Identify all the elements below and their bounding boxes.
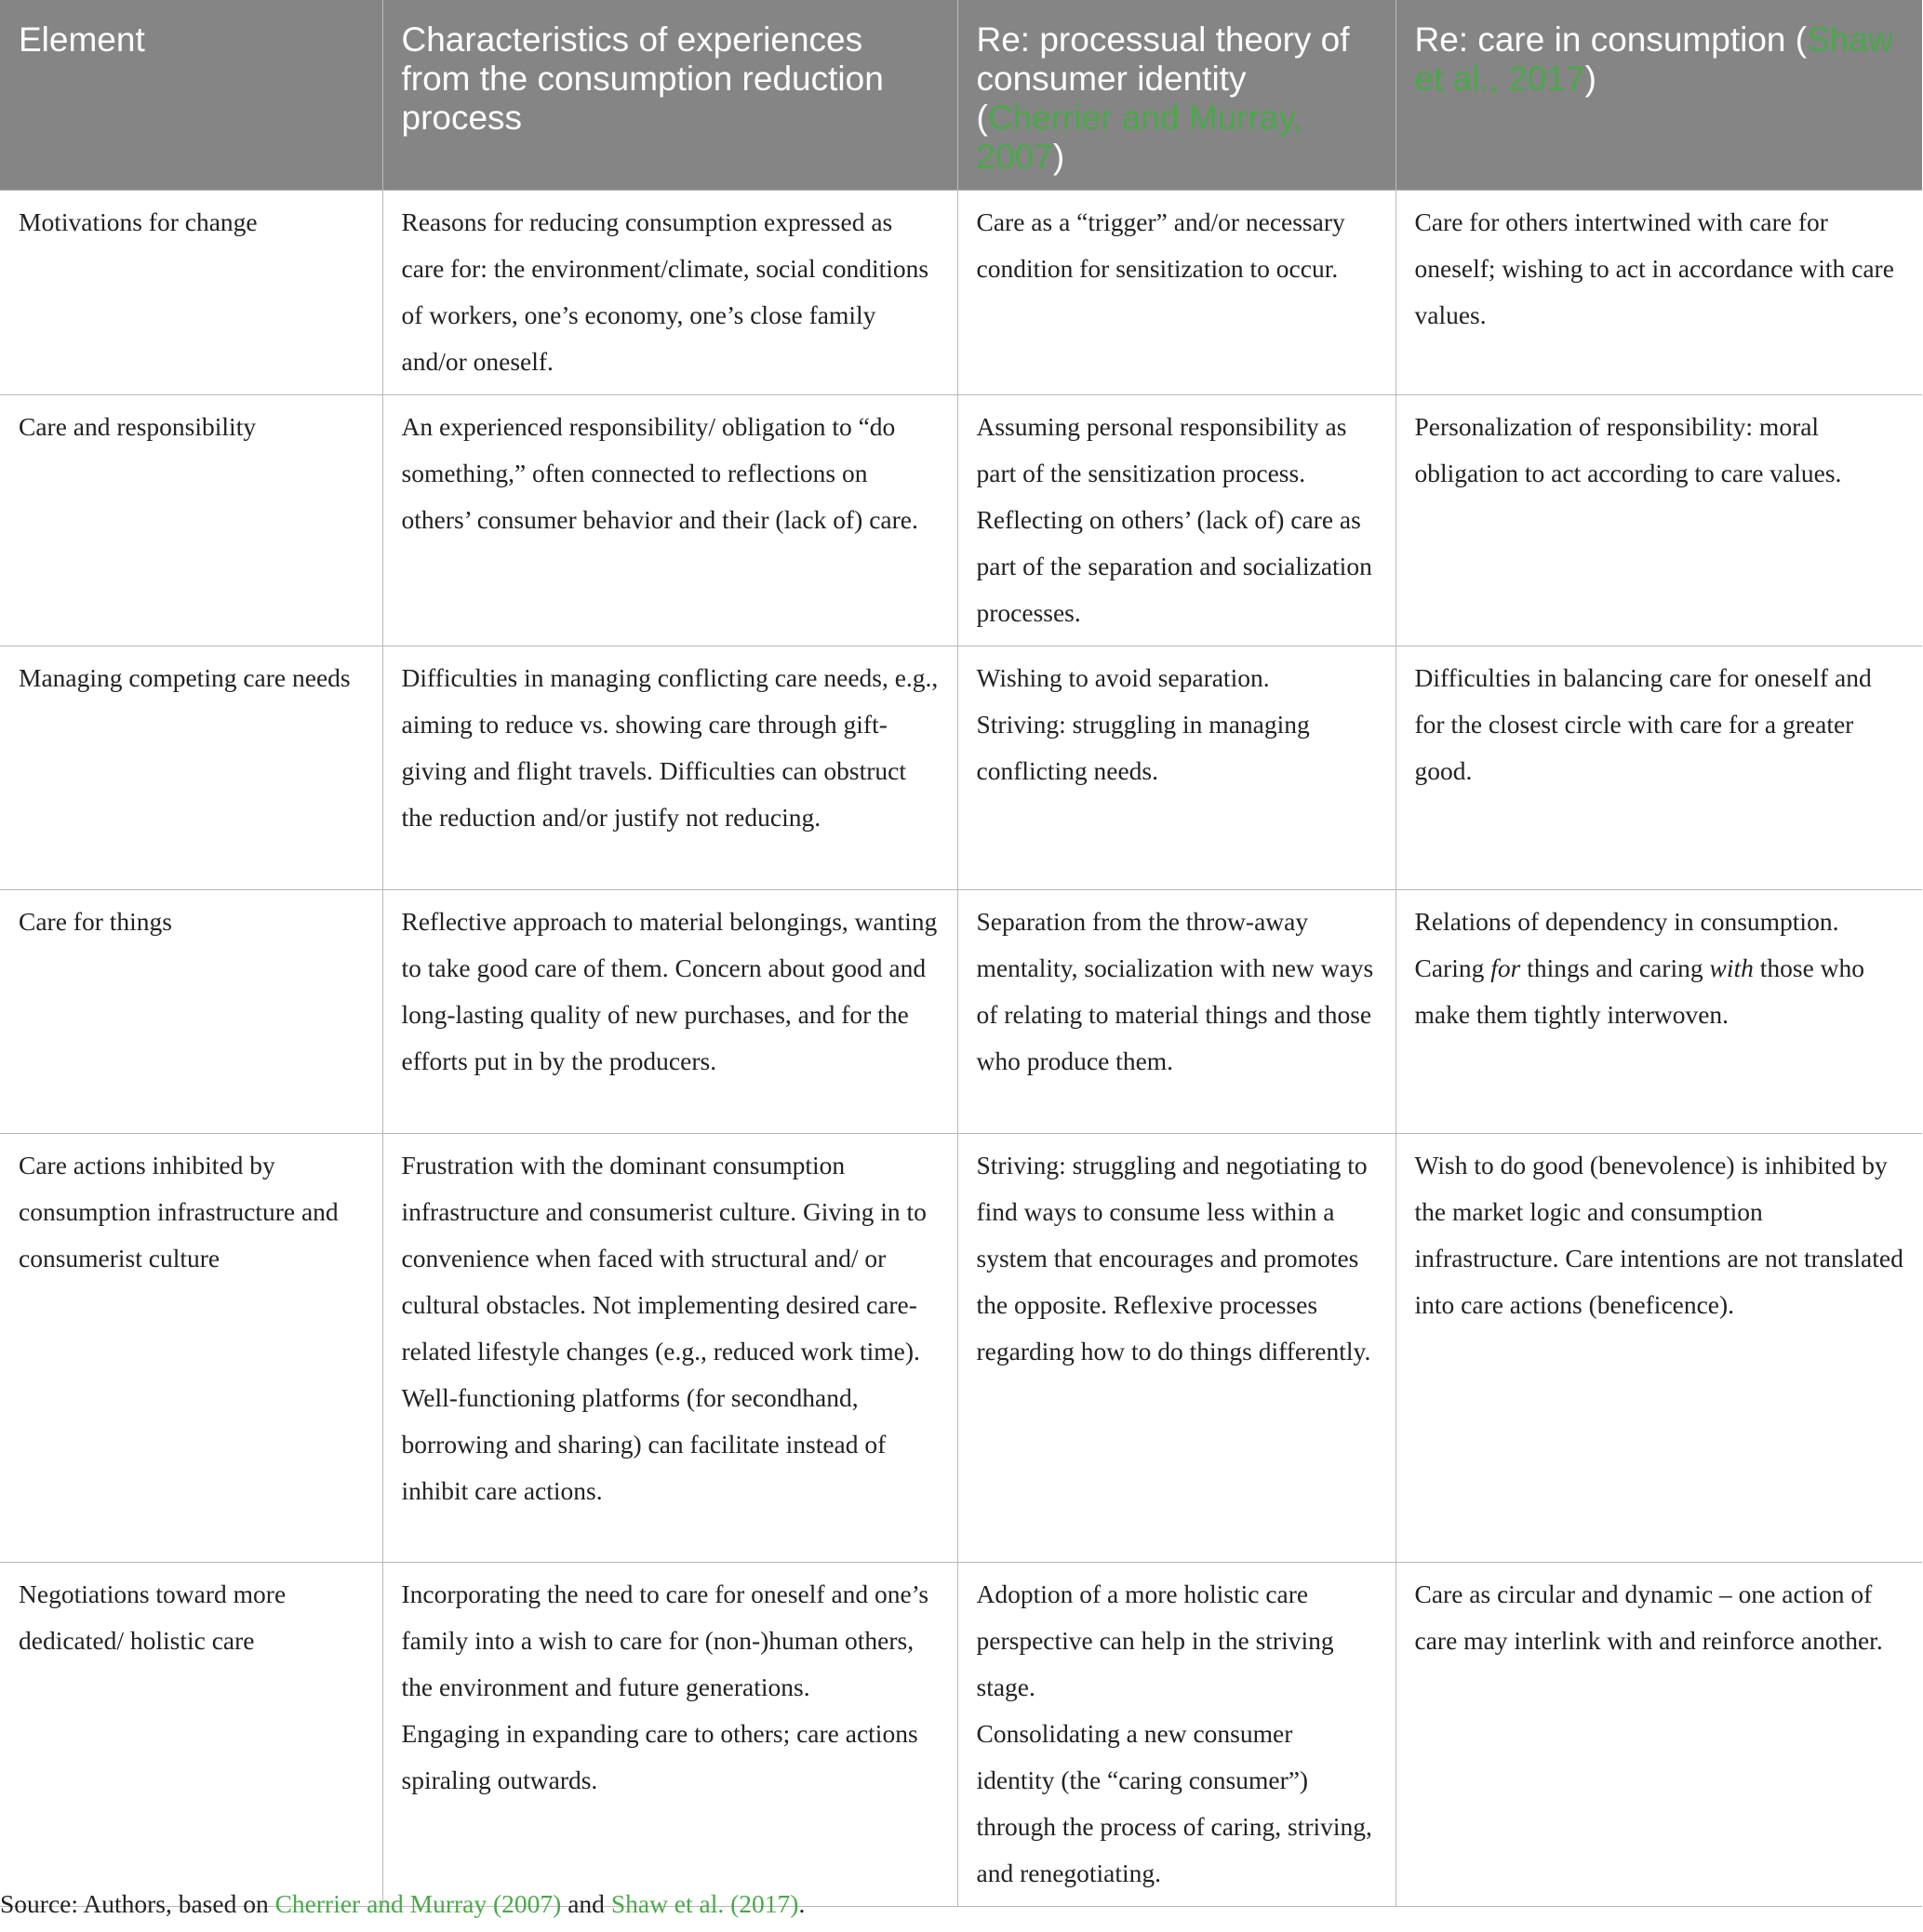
header-element-text: Element	[19, 20, 145, 59]
cell-processual	[957, 646, 1396, 890]
table-row	[0, 646, 1922, 890]
cell-paragraph: Relations of dependency in consumption.	[1414, 907, 1839, 936]
cell-paragraph: Wishing to avoid separation.	[976, 663, 1270, 692]
italic-text-run: with	[1709, 953, 1754, 982]
cell-processual	[957, 395, 1396, 646]
cell-paragraph: Assuming personal responsibility as part of the sensitization process.	[976, 412, 1347, 487]
cell-care	[1396, 890, 1922, 1134]
cell-paragraph: Striving: struggling in managing conflicting needs.	[976, 710, 1310, 785]
cell-paragraph: Engaging in expanding care to others; care actions spiraling outwards.	[401, 1719, 918, 1794]
source-suffix: .	[798, 1889, 806, 1918]
cell-processual: Care as a “trigger” and/or necessary condition for sensitization to occur.	[957, 191, 1396, 395]
cell-processual: Separation from the throw-away mentality, socialization with new ways of relating to material things and those who produce them.	[957, 890, 1396, 1134]
table-source-note	[0, 1881, 1922, 1927]
header-processual-text: Re: processual theory of consumer identity (	[976, 20, 1350, 137]
citation-link-cherrier-murray[interactable]: Cherrier and Murray, 2007	[976, 99, 1303, 176]
header-care-close: )	[1584, 60, 1596, 98]
cell-element: Care for things	[0, 890, 382, 1134]
table-row	[0, 1134, 1922, 1563]
cell-care: Wish to do good (benevolence) is inhibited by the market logic and consumption infrastructure. Care intentions are not translated into care actions (beneficence).	[1396, 1134, 1922, 1563]
text-run: things and caring	[1520, 953, 1710, 982]
header-care	[1396, 0, 1922, 191]
cell-element: Negotiations toward more dedicated/ holistic care	[0, 1563, 382, 1907]
cell-paragraph: Well-functioning platforms (for secondhand, borrowing and sharing) can facilitate instead of inhibit care actions.	[401, 1383, 887, 1505]
citation-link-shaw[interactable]: Shaw et al., 2017	[1414, 20, 1893, 98]
source-prefix: Source: Authors, based on	[0, 1889, 275, 1918]
cell-characteristics: Reflective approach to material belongings, wanting to take good care of them. Concern about good and long-lasting quality of new purchases, and for the efforts put in by the producers.	[382, 890, 957, 1134]
cell-characteristics: Reasons for reducing consumption expressed as care for: the environment/climate, social conditions of workers, one’s economy, one’s close family and/or oneself.	[382, 191, 957, 395]
table-header-row	[0, 0, 1922, 191]
header-characteristics	[382, 0, 957, 191]
cell-characteristics: An experienced responsibility/ obligation to “do something,” often connected to reflections on others’ consumer behavior and their (lack of) care.	[382, 395, 957, 646]
cell-paragraph: Frustration with the dominant consumption infrastructure and consumerist culture. Giving in to convenience when faced with structural and/ or cultural obstacles. Not implementing desired care-related lifestyle changes (e.g., reduced work time).	[401, 1151, 927, 1366]
table-row	[0, 890, 1922, 1134]
cell-characteristics	[382, 1563, 957, 1907]
text-run: those who make them tightly interwoven.	[1414, 953, 1865, 1029]
cell-paragraph: Incorporating the need to care for oneself and one’s family into a wish to care for (non-)human others, the environment and future generations.	[401, 1579, 929, 1701]
text-run: Caring	[1414, 953, 1491, 982]
cell-processual: Striving: struggling and negotiating to find ways to consume less within a system that encourages and promotes the opposite. Reflexive processes regarding how to do things differently.	[957, 1134, 1396, 1563]
cell-care: Difficulties in balancing care for oneself and for the closest circle with care for a greater good.	[1396, 646, 1922, 890]
cell-care: Personalization of responsibility: moral obligation to act according to care values.	[1396, 395, 1922, 646]
cell-processual	[957, 1563, 1396, 1907]
source-middle: and	[561, 1889, 611, 1918]
header-processual	[957, 0, 1396, 191]
cell-element: Managing competing care needs	[0, 646, 382, 890]
table-row	[0, 191, 1922, 395]
cell-element: Care actions inhibited by consumption infrastructure and consumerist culture	[0, 1134, 382, 1563]
cell-paragraph: Reflecting on others’ (lack of) care as part of the separation and socialization processes.	[976, 505, 1372, 627]
header-care-text: Re: care in consumption (	[1414, 20, 1808, 59]
header-processual-close: )	[1052, 138, 1065, 176]
cell-characteristics: Difficulties in managing conflicting care needs, e.g., aiming to reduce vs. showing care through gift-giving and flight travels. Difficulties can obstruct the reduction and/or justify not reducing.	[382, 646, 957, 890]
table-row	[0, 1563, 1922, 1907]
table-row	[0, 395, 1922, 646]
cell-care: Care as circular and dynamic – one action of care may interlink with and reinforce another.	[1396, 1563, 1922, 1907]
cell-paragraph: Adoption of a more holistic care perspective can help in the striving stage.	[976, 1579, 1334, 1701]
cell-paragraph: Consolidating a new consumer identity (the “caring consumer”) through the process of caring, striving, and renegotiating.	[976, 1719, 1372, 1887]
cell-element: Motivations for change	[0, 191, 382, 395]
cell-care: Care for others intertwined with care for oneself; wishing to act in accordance with care values.	[1396, 191, 1922, 395]
italic-text-run: for	[1490, 953, 1521, 982]
header-characteristics-text: Characteristics of experiences from the consumption reduction process	[401, 20, 884, 137]
header-element	[0, 0, 382, 191]
cell-paragraph	[1415, 945, 1904, 1038]
citation-link-cherrier-murray-source[interactable]: Cherrier and Murray (2007)	[274, 1889, 562, 1918]
cell-characteristics	[382, 1134, 957, 1563]
cell-element: Care and responsibility	[0, 395, 382, 646]
citation-link-shaw-source[interactable]: Shaw et al. (2017)	[610, 1889, 799, 1918]
